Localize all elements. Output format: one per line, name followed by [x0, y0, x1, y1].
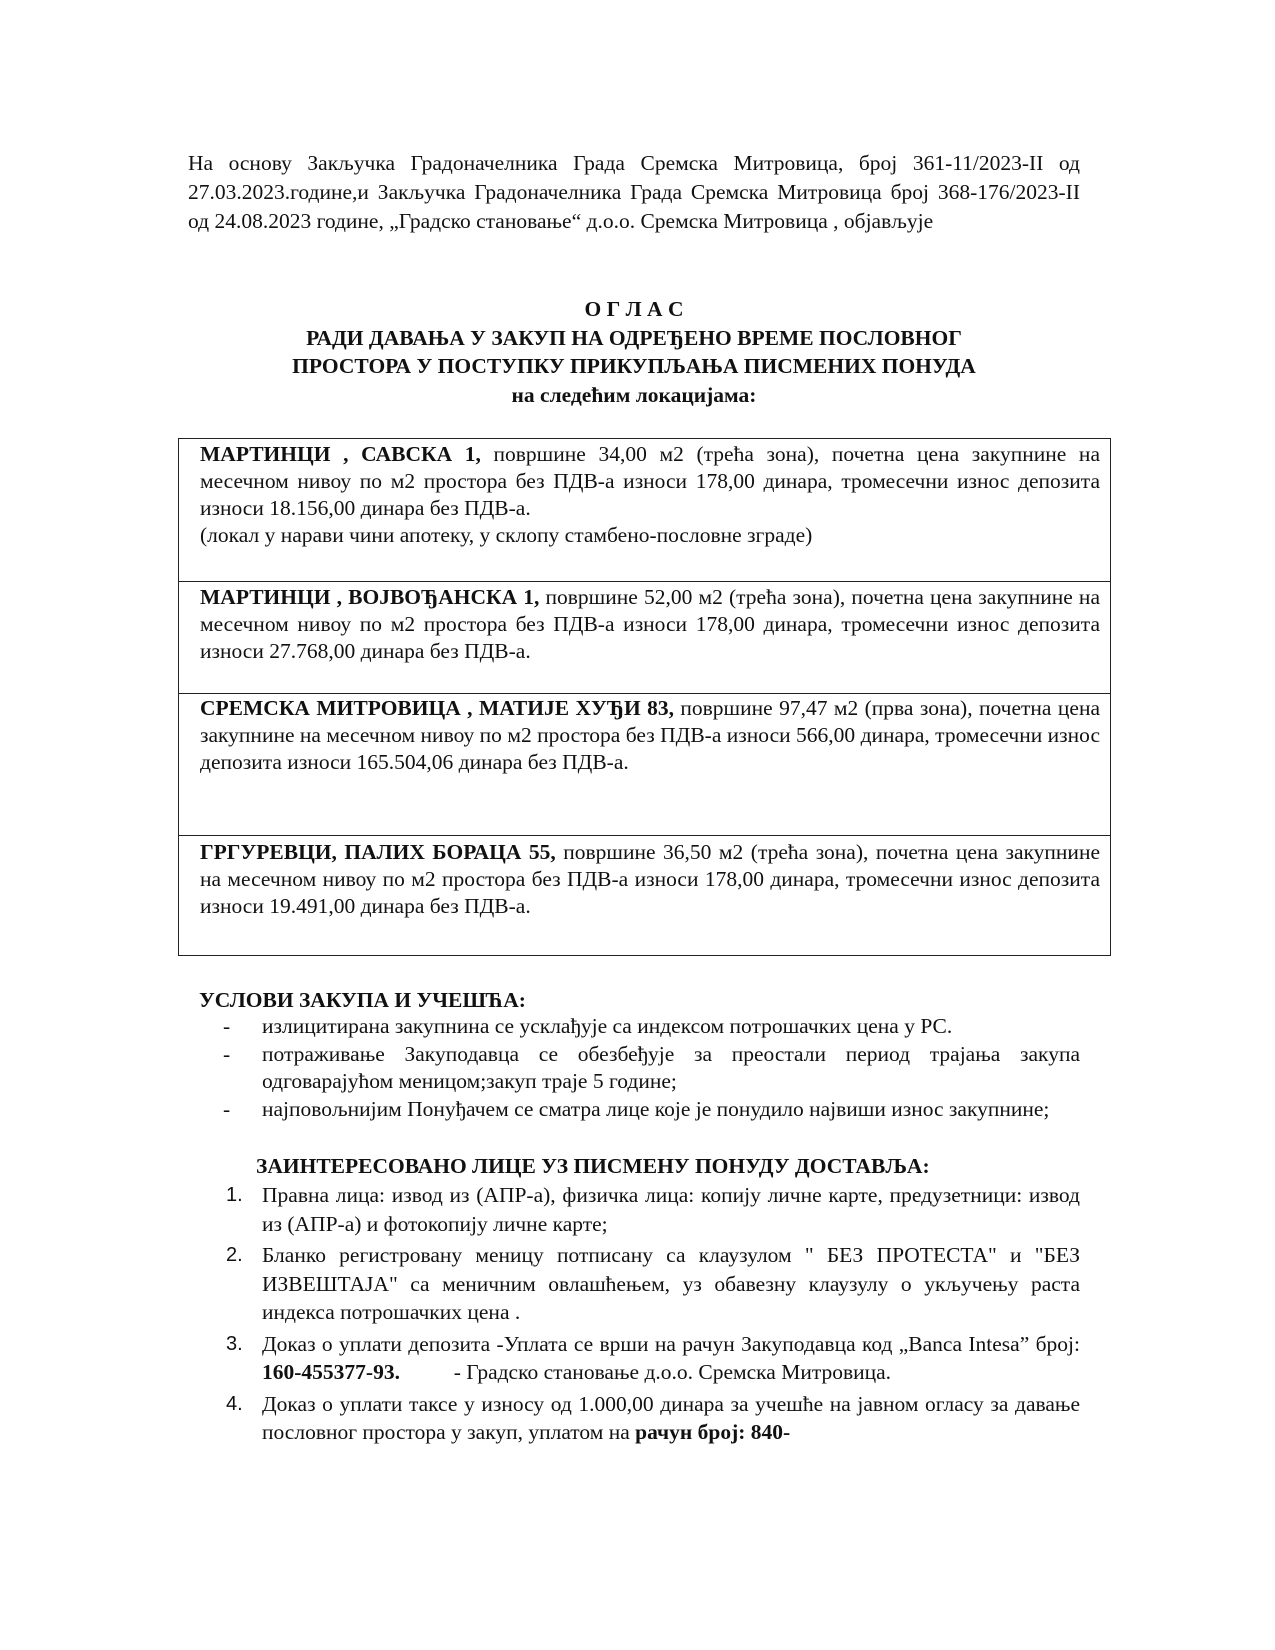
submission-list: [188, 1181, 1080, 1450]
location-entry: [179, 836, 1110, 955]
location-entry: [179, 582, 1110, 694]
location-entry: [179, 439, 1110, 582]
item-text-continued: - Градско становање д.о.о. Сремска Митровица.: [399, 1360, 892, 1384]
location-note: (локал у нарави чини апотеку, у склопу стамбено-пословне зграде): [200, 523, 813, 547]
conditions-title: УСЛОВИ ЗАКУПА И УЧЕШЋА:: [199, 988, 526, 1012]
announcement-subtitle-line-2: ПРОСТОРА У ПОСТУПКУ ПРИКУПЉАЊА ПИСМЕНИХ ПОНУДА: [292, 354, 976, 378]
list-item: [188, 1241, 1080, 1327]
conditions-list: [188, 1013, 1080, 1123]
condition-text: потраживање Закуподавца се обезбеђује за преостали период трајања закупа одговарајућом меницом;закуп траје 5 године;: [262, 1041, 1080, 1093]
location-details: површине 97,47 м2 (прва зона), почетна цена закупнине на месечном нивоу по м2 простора без ПДВ-а износи 566,00 динара, тромесечни износ депозита износи 165.504,06 динара без ПДВ-а.: [200, 696, 1100, 774]
item-text: Правна лица: извод из (АПР-а), физичка лица: копију личне карте, предузетници: извод из (АПР-а) и фотокопију личне карте;: [262, 1183, 1080, 1236]
announcement-subtitle-line-1: РАДИ ДАВАЊА У ЗАКУП НА ОДРЕЂЕНО ВРЕМЕ ПОСЛОВНОГ: [306, 325, 962, 350]
intro-paragraph: На основу Закључка Градоначелника Града Сремска Митровица, број 361-11/2023-II од 27.03.2023.године,и Закључка Градоначелника Града Сремска Митровица број 368-176/2023-II од 24.08.2023 године, „Градско становање“ д.о.о. Сремска Митровица , објављује: [188, 151, 1080, 233]
location-name: МАРТИНЦИ , ВОЈВОЂАНСКА 1,: [200, 585, 540, 609]
location-name: ГРГУРЕВЦИ, ПАЛИХ БОРАЦА 55,: [200, 840, 556, 864]
announcement-heading: [188, 295, 1080, 409]
submission-title: ЗАИНТЕРЕСОВАНО ЛИЦЕ УЗ ПИСМЕНУ ПОНУДУ ДОСТАВЉА:: [256, 1154, 930, 1178]
bank-account-number: 160-455377-93.: [262, 1360, 400, 1384]
location-name: СРЕМСКА МИТРОВИЦА , МАТИЈЕ ХУЂИ 83,: [200, 696, 674, 720]
item-number: 3.: [226, 1332, 243, 1355]
item-number: 1.: [226, 1184, 243, 1206]
item-text: Бланко регистровану меницу потписану са клаузулом " БЕЗ ПРОТЕСТА" и "БЕЗ ИЗВЕШТАЈА" са меничним овлашћењем, уз обавезну клаузулу о укључењу раста индекса потрошачких цена .: [262, 1243, 1080, 1324]
condition-text: најповољнијим Понуђачем се сматра лице које је понудило највиши износ закупнине;: [262, 1096, 1050, 1121]
announcement-subtitle-line-3: на следећим локацијама:: [511, 382, 757, 407]
locations-table: [178, 438, 1111, 956]
location-entry: [179, 694, 1110, 836]
item-text: Доказ о уплати таксе у износу од 1.000,00 динара за учешће на јавном огласу за давање пословног простора у закуп, уплатом на: [262, 1391, 1080, 1444]
location-details: површине 36,50 м2 (трећа зона), почетна цена закупнине на месечном нивоу по м2 простора без ПДВ-а износи 178,00 динара, тромесечни износ депозита износи 19.491,00 динара без ПДВ-а.: [200, 840, 1100, 918]
location-details: површине 52,00 м2 (трећа зона), почетна цена закупнине на месечном нивоу по м2 простора без ПДВ-а износи 178,00 динара, тромесечни износ депозита износи 27.768,00 динара без ПДВ-а.: [200, 585, 1100, 663]
list-item: [188, 1041, 1080, 1096]
item-text: Доказ о уплати депозита -Уплата се врши на рачун Закуподавца код „Banca Intesa” број:: [262, 1331, 1080, 1356]
announcement-title: О Г Л А С: [584, 297, 684, 321]
fee-account-label: рачун број: 840-: [635, 1420, 791, 1444]
dash-marker: -: [223, 1096, 231, 1121]
item-number: 2.: [226, 1244, 243, 1266]
list-item: [188, 1390, 1080, 1447]
list-item: [188, 1181, 1080, 1238]
dash-marker: -: [223, 1041, 231, 1066]
list-item: [188, 1013, 1080, 1041]
list-item: [188, 1330, 1080, 1387]
condition-text: излицитирана закупнина се усклађује са индексом потрошачких цена у РС.: [262, 1014, 953, 1038]
list-item: [188, 1096, 1080, 1124]
location-details: површине 34,00 м2 (трећа зона), почетна цена закупнине на месечном нивоу по м2 простора без ПДВ-а износи 178,00 динара, тромесечни износ депозита износи 18.156,00 динара без ПДВ-а.: [200, 442, 1100, 520]
dash-marker: -: [223, 1014, 231, 1038]
location-name: МАРТИНЦИ , САВСКА 1,: [200, 442, 481, 466]
item-number: 4.: [226, 1392, 243, 1415]
